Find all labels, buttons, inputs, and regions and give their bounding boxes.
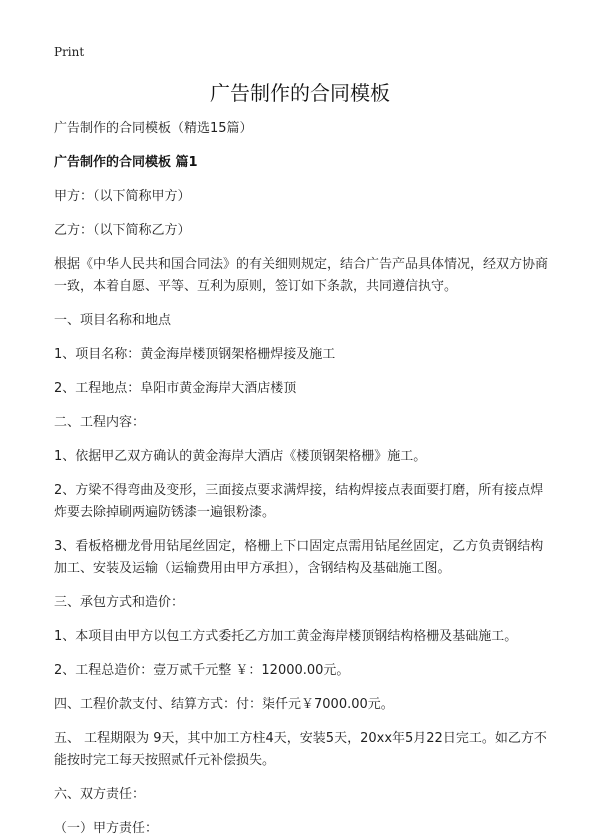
clause-heading-5: 五、 工程期限为 9天，其中加工方柱4天，安装5天，20xx年5月22日完工。如乙方不能按时完工每天按照贰仟元补偿损失。	[54, 731, 547, 768]
print-link[interactable]: Print	[54, 45, 85, 59]
clause-heading-1: 一、项目名称和地点	[54, 313, 172, 328]
document-title: 广告制作的合同模板	[210, 81, 390, 105]
clause-item: 2、工程地点：阜阳市黄金海岸大酒店楼顶	[54, 381, 297, 396]
clause-item: 3、看板格栅龙骨用钻尾丝固定，格栅上下口固定点需用钻尾丝固定，乙方负责钢结构加工、安装及运输（运输费用由甲方承担），含钢结构及基础施工图。	[54, 539, 544, 576]
section-heading: 广告制作的合同模板 篇1	[54, 155, 198, 170]
party-b-line: 乙方：（以下简称乙方）	[54, 223, 191, 238]
party-a-line: 甲方：（以下简称甲方）	[54, 189, 191, 204]
clause-heading-4: 四、工程价款支付、结算方式：付：柒仟元￥7000.00元。	[54, 697, 394, 712]
document-subtitle: 广告制作的合同模板（精选15篇）	[54, 121, 253, 136]
clause-subheading: （一）甲方责任：	[54, 821, 159, 836]
document-body	[54, 118, 554, 840]
preamble-paragraph: 根据《中华人民共和国合同法》的有关细则规定，结合广告产品具体情况，经双方协商一致，本着自愿、平等、互利为原则，签订如下条款，共同遵信执守。	[54, 257, 549, 294]
clause-heading-3: 三、承包方式和造价：	[54, 595, 185, 610]
clause-heading-2: 二、工程内容：	[54, 415, 146, 430]
clause-item: 2、工程总造价：壹万贰千元整 ￥：12000.00元。	[54, 663, 350, 678]
clause-heading-6: 六、双方责任：	[54, 787, 146, 802]
clause-item: 1、本项目由甲方以包工方式委托乙方加工黄金海岸楼顶钢结构格栅及基础施工。	[54, 629, 518, 644]
clause-item: 1、依据甲乙双方确认的黄金海岸大酒店《楼顶钢架格栅》施工。	[54, 449, 427, 464]
clause-item: 2、方梁不得弯曲及变形，三面接点要求满焊接，结构焊接点表面要打磨，所有接点焊炸要去除掉刷两遍防锈漆一遍银粉漆。	[54, 483, 544, 520]
clause-item: 1、项目名称：黄金海岸楼顶钢架格栅焊接及施工	[54, 347, 336, 362]
